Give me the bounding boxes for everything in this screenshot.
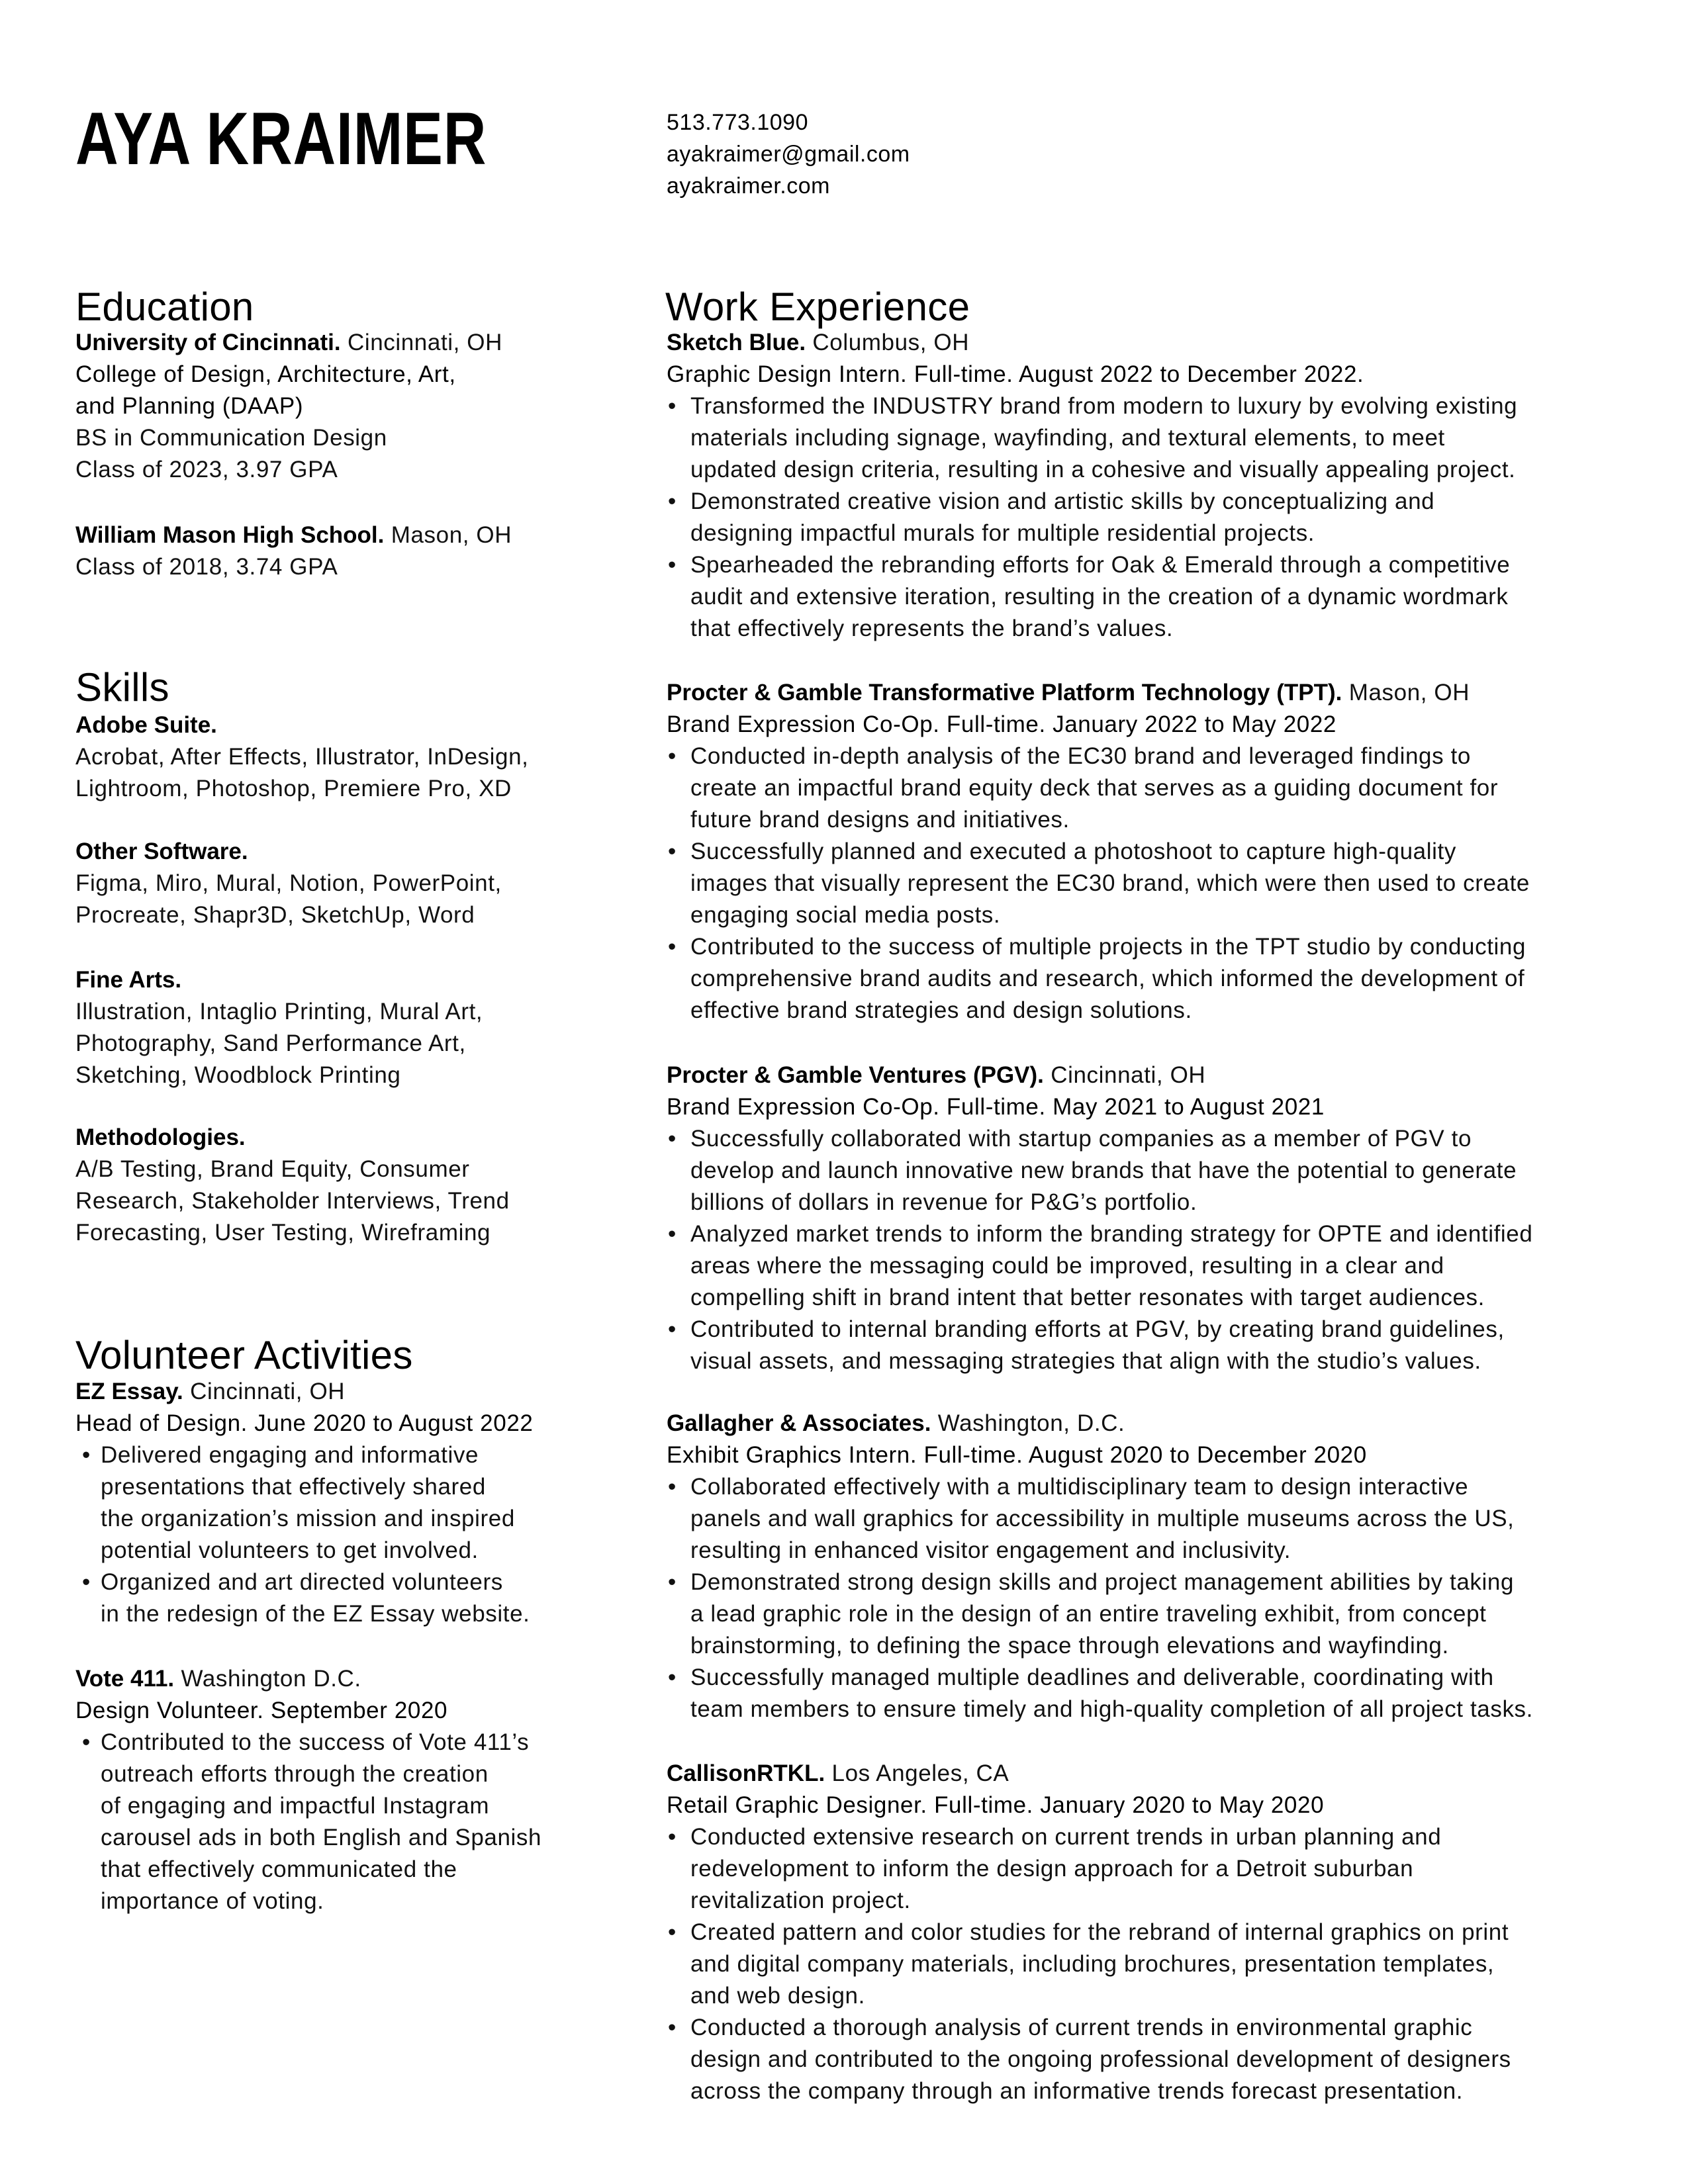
location: Mason, OH <box>391 522 512 548</box>
location: Washington D.C. <box>181 1666 361 1692</box>
website-link: ayakraimer.com <box>667 173 830 199</box>
location: Columbus, OH <box>812 330 970 355</box>
bullet-text: Contributed to the success of Vote 411’s outreach efforts through the creation of engaging and impactful Instagram carousel ads in both English and Spanish that effectively communicated the importance of voting. <box>101 1729 542 1914</box>
bullet-item <box>667 486 1517 549</box>
location: Mason, OH <box>1348 680 1470 705</box>
education-entry <box>75 520 512 583</box>
skill-group <box>75 964 483 1091</box>
org-line <box>75 327 502 359</box>
education-entry <box>75 327 502 486</box>
location: Cincinnati, OH <box>1051 1062 1206 1088</box>
bullet-item <box>667 1471 1533 1567</box>
work-entry <box>667 327 1517 645</box>
bullet-icon: • <box>82 1569 91 1595</box>
candidate-name: AYA KRAIMER <box>75 97 487 180</box>
bullet-text: Successfully managed multiple deadlines and deliverable, coordinating with team members to ensure timely and high-quality completion of all project tasks. <box>690 1664 1533 1722</box>
bullet-item <box>667 1314 1532 1377</box>
org-line <box>75 1376 533 1408</box>
skill-list: Forecasting, User Testing, Wireframing <box>75 1220 491 1246</box>
bullet-text: Conducted in-depth analysis of the EC30 brand and leveraged findings to create an impactful brand equity deck that serves as a guiding document for future brand designs and initiatives. <box>690 743 1499 833</box>
bullet-icon: • <box>668 1316 677 1342</box>
bullet-icon: • <box>668 1919 677 1945</box>
work-entry <box>667 1060 1532 1377</box>
bullet-icon: • <box>668 1474 677 1500</box>
bullet-text: Created pattern and color studies for the rebrand of internal graphics on print and digital company materials, including brochures, presentation templates, and web design. <box>690 1919 1509 2009</box>
skill-list: Figma, Miro, Mural, Notion, PowerPoint, <box>75 870 502 896</box>
work-experience-heading: Work Experience <box>665 285 970 329</box>
bullet-item <box>667 390 1517 486</box>
skill-list: Sketching, Woodblock Printing <box>75 1062 401 1088</box>
skill-group-title: Adobe Suite. <box>75 712 217 738</box>
skill-list: Research, Stakeholder Interviews, Trend <box>75 1188 510 1214</box>
skill-list: A/B Testing, Brand Equity, Consumer <box>75 1156 470 1182</box>
organization-name: Vote 411. <box>75 1666 175 1692</box>
bullet-text: Contributed to internal branding efforts at PGV, by creating brand guidelines, visual assets, and messaging strategies that align with the studio’s values. <box>690 1316 1505 1374</box>
bullet-text: Contributed to the success of multiple projects in the TPT studio by conducting comprehensive brand audits and research, which informed the development of effective brand strategies and design solutions. <box>690 934 1526 1023</box>
degree-program: College of Design, Architecture, Art, <box>75 361 456 387</box>
bullet-text: Demonstrated strong design skills and project management abilities by taking a lead graphic role in the design of an entire traveling exhibit, from concept brainstorming, to defining the space through elevations and wayfinding. <box>690 1569 1515 1659</box>
organization-name: CallisonRTKL. <box>667 1760 825 1786</box>
skill-group-title: Fine Arts. <box>75 967 182 993</box>
skill-list: Acrobat, After Effects, Illustrator, InDesign, <box>75 744 529 770</box>
bullet-item <box>667 549 1517 645</box>
org-line <box>75 1663 541 1695</box>
org-line <box>667 327 1517 359</box>
location: Los Angeles, CA <box>831 1760 1009 1786</box>
bullet-icon: • <box>668 1221 677 1247</box>
role-title: Brand Expression Co-Op. Full-time. May 2021 to August 2021 <box>667 1094 1325 1120</box>
degree-program: and Planning (DAAP) <box>75 393 304 419</box>
location: Cincinnati, OH <box>347 330 502 355</box>
bullet-item <box>667 1662 1533 1725</box>
bullet-item <box>667 1218 1532 1314</box>
contact-info <box>667 107 910 202</box>
org-line <box>667 677 1530 709</box>
bullet-item <box>667 1567 1533 1662</box>
work-entry <box>667 677 1530 1026</box>
bullet-icon: • <box>668 1824 677 1850</box>
bullet-text: Analyzed market trends to inform the branding strategy for OPTE and identified areas where the messaging could be improved, resulting in a clear and compelling shift in brand intent that better resonates with target audiences. <box>690 1221 1533 1310</box>
bullet-text: Conducted a thorough analysis of current trends in environmental graphic design and contributed to the ongoing professional development of designers across the company through an informative trends forecast presentation. <box>690 2015 1511 2104</box>
bullet-item <box>667 2012 1511 2107</box>
work-entry <box>667 1758 1511 2107</box>
bullet-text: Organized and art directed volunteers in the redesign of the EZ Essay website. <box>101 1569 530 1627</box>
location: Washington, D.C. <box>937 1410 1125 1436</box>
organization-name: Gallagher & Associates. <box>667 1410 931 1436</box>
email-address: ayakraimer@gmail.com <box>667 142 910 167</box>
org-line <box>667 1408 1533 1439</box>
organization-name: William Mason High School. <box>75 522 385 548</box>
organization-name: EZ Essay. <box>75 1379 183 1404</box>
education-detail: BS in Communication Design <box>75 425 387 451</box>
bullet-item <box>75 1439 533 1567</box>
bullet-text: Collaborated effectively with a multidisciplinary team to design interactive panels and wall graphics for accessibility in multiple museums across the US, resulting in enhanced visitor engagement and inclusivity. <box>690 1474 1515 1563</box>
bullet-icon: • <box>82 1442 91 1468</box>
org-line <box>75 520 512 551</box>
bullet-item <box>667 741 1530 836</box>
bullet-icon: • <box>668 839 677 864</box>
education-detail: Class of 2023, 3.97 GPA <box>75 457 338 482</box>
volunteer-entry <box>75 1663 541 1917</box>
organization-name: Procter & Gamble Ventures (PGV). <box>667 1062 1044 1088</box>
bullet-icon: • <box>668 393 677 419</box>
bullet-text: Spearheaded the rebranding efforts for Oak & Emerald through a competitive audit and extensive iteration, resulting in the creation of a dynamic wordmark that effectively represents the brand’s values. <box>690 552 1511 641</box>
role-title: Head of Design. June 2020 to August 2022 <box>75 1410 534 1436</box>
bullet-text: Conducted extensive research on current trends in urban planning and redevelopment to inform the design approach for a Detroit suburban revitalization project. <box>690 1824 1442 1913</box>
skill-group <box>75 709 528 805</box>
skills-heading: Skills <box>75 665 169 709</box>
bullet-text: Delivered engaging and informative presentations that effectively shared the organization’s mission and inspired potential volunteers to get involved. <box>101 1442 515 1563</box>
bullet-icon: • <box>668 552 677 578</box>
bullet-icon: • <box>668 1664 677 1690</box>
skill-group-title: Other Software. <box>75 839 248 864</box>
bullet-icon: • <box>668 2015 677 2040</box>
education-detail: Class of 2018, 3.74 GPA <box>75 554 338 580</box>
bullet-icon: • <box>668 488 677 514</box>
skill-group <box>75 1122 510 1249</box>
organization-name: Procter & Gamble Transformative Platform Technology (TPT). <box>667 680 1342 705</box>
volunteer-entry <box>75 1376 533 1630</box>
role-title: Retail Graphic Designer. Full-time. January 2020 to May 2020 <box>667 1792 1325 1818</box>
education-heading: Education <box>75 285 254 329</box>
org-line <box>667 1758 1511 1790</box>
volunteer-heading: Volunteer Activities <box>75 1333 413 1377</box>
location: Cincinnati, OH <box>190 1379 346 1404</box>
bullet-item <box>667 836 1530 931</box>
organization-name: University of Cincinnati. <box>75 330 341 355</box>
bullet-icon: • <box>668 743 677 769</box>
skill-group <box>75 836 502 931</box>
role-title: Exhibit Graphics Intern. Full-time. August 2020 to December 2020 <box>667 1442 1367 1468</box>
org-line <box>667 1060 1532 1091</box>
bullet-item <box>667 931 1530 1026</box>
role-title: Design Volunteer. September 2020 <box>75 1698 448 1723</box>
skill-list: Procreate, Shapr3D, SketchUp, Word <box>75 902 475 928</box>
skill-list: Illustration, Intaglio Printing, Mural Art, <box>75 999 483 1024</box>
skill-list: Photography, Sand Performance Art, <box>75 1030 466 1056</box>
bullet-item <box>75 1567 533 1630</box>
bullet-icon: • <box>668 1126 677 1152</box>
phone-number: 513.773.1090 <box>667 110 808 135</box>
bullet-text: Successfully collaborated with startup companies as a member of PGV to develop and launch innovative new brands that have the potential to generate billions of dollars in revenue for P&G’s portfolio. <box>690 1126 1517 1215</box>
role-title: Graphic Design Intern. Full-time. August 2022 to December 2022. <box>667 361 1364 387</box>
organization-name: Sketch Blue. <box>667 330 806 355</box>
bullet-item <box>75 1727 541 1917</box>
skill-group-title: Methodologies. <box>75 1124 246 1150</box>
bullet-icon: • <box>668 934 677 960</box>
bullet-item <box>667 1821 1511 1917</box>
bullet-text: Demonstrated creative vision and artistic skills by conceptualizing and designing impactful murals for multiple residential projects. <box>690 488 1435 546</box>
work-entry <box>667 1408 1533 1725</box>
skill-list: Lightroom, Photoshop, Premiere Pro, XD <box>75 776 512 801</box>
bullet-icon: • <box>82 1729 91 1755</box>
bullet-text: Transformed the INDUSTRY brand from modern to luxury by evolving existing materials including signage, wayfinding, and textural elements, to meet updated design criteria, resulting in a cohesive and visually appealing project. <box>690 393 1518 482</box>
bullet-item <box>667 1917 1511 2012</box>
role-title: Brand Expression Co-Op. Full-time. January 2022 to May 2022 <box>667 711 1336 737</box>
bullet-icon: • <box>668 1569 677 1595</box>
bullet-text: Successfully planned and executed a photoshoot to capture high-quality images that visually represent the EC30 brand, which were then used to create engaging social media posts. <box>690 839 1530 928</box>
bullet-item <box>667 1123 1532 1218</box>
